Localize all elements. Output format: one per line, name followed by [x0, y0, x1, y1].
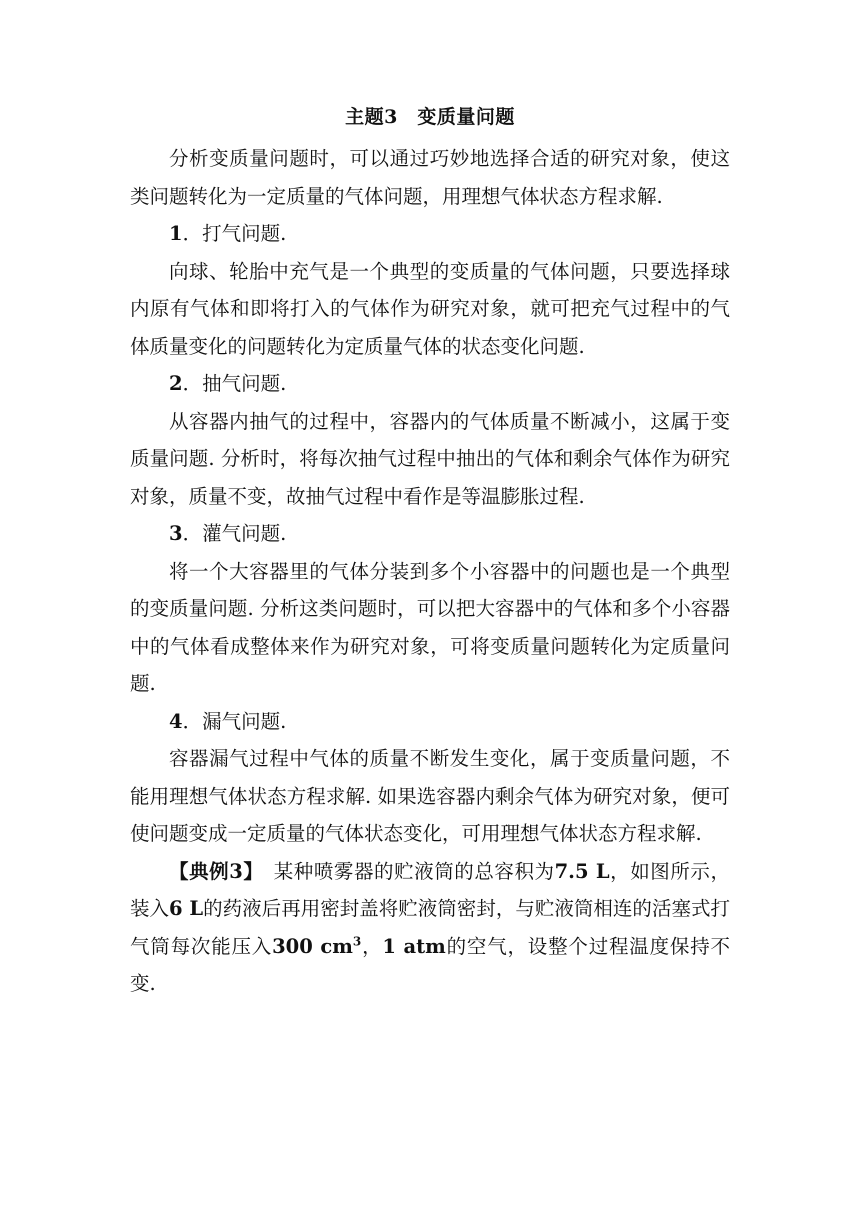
- section-heading-2: 2．抽气问题.: [169, 372, 287, 395]
- section-heading-1: 1．打气问题.: [169, 222, 287, 245]
- example-text: 某种喷雾器的贮液筒的总容积为: [273, 859, 555, 883]
- example-text: 的空气，设整个过程温度保持不变.: [130, 934, 730, 995]
- section-number: 3: [169, 522, 183, 545]
- section-number: 2: [169, 372, 183, 395]
- example-superscript: 3: [352, 934, 362, 948]
- section-heading-3: 3．灌气问题.: [169, 522, 287, 545]
- document-body: [130, 140, 730, 1003]
- section-heading-4: 4．漏气问题.: [169, 709, 287, 733]
- section-body-2: 从容器内抽气的过程中，容器内的气体质量不断减小，这属于变质量问题. 分析时，将每次抽气过程中抽出的气体和剩余气体作为研究对象，质量不变，故抽气过程中看作是等温膨胀过程.: [130, 409, 730, 508]
- example-text: 的药液后再用密封盖将贮液筒密封，与贮液筒相连的活塞式打气筒每次能压入: [130, 897, 730, 958]
- section-heading-text: 打气问题.: [202, 222, 287, 245]
- section-body-1: 向球、轮胎中充气是一个典型的变质量的气体问题，只要选择球内原有气体和即将打入的气体作为研究对象，就可把充气过程中的气体质量变化的问题转化为定质量气体的状态变化问题.: [130, 259, 730, 358]
- example-paragraph: [130, 853, 730, 1003]
- section-number: 4: [169, 709, 183, 733]
- example-text: ，: [361, 934, 383, 958]
- section-body-3: 将一个大容器里的气体分装到多个小容器中的问题也是一个典型的变质量问题. 分析这类问题时，可以把大容器中的气体和多个小容器中的气体看成整体来作为研究对象，可将变质量问题转化为定质量问题.: [130, 559, 730, 695]
- section-heading-text: 灌气问题.: [202, 522, 287, 545]
- section-heading-text: 抽气问题.: [202, 372, 287, 395]
- intro-paragraph: 分析变质量问题时，可以通过巧妙地选择合适的研究对象，使这类问题转化为一定质量的气体问题，用理想气体状态方程求解.: [130, 147, 730, 208]
- example-value: 1 atm: [382, 934, 446, 958]
- section-heading-text: 漏气问题.: [202, 709, 287, 733]
- section-body-4: 容器漏气过程中气体的质量不断发生变化，属于变质量问题，不能用理想气体状态方程求解. 如果选容器内剩余气体为研究对象，便可使问题变成一定质量的气体状态变化，可用理想气体状态方程求解.: [130, 747, 730, 845]
- example-text: ，如图所示，装入: [130, 859, 730, 920]
- example-value: 6 L: [169, 897, 204, 920]
- example-value: 7.5 L: [554, 859, 610, 883]
- page-title: 主题3 变质量问题: [345, 106, 515, 128]
- example-tag: 【典例3】: [169, 859, 254, 883]
- example-value: 300 cm: [272, 934, 353, 958]
- section-number: 1: [169, 222, 183, 245]
